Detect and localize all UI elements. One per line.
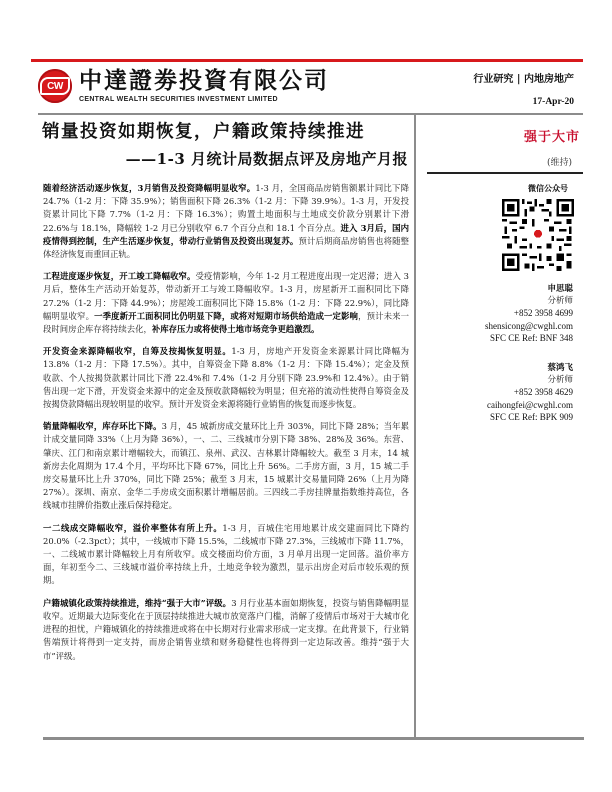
company-name-cn: 中達證劵投資有限公司 bbox=[79, 68, 329, 94]
paragraph-text: 1-3 月，百城住宅用地累计成交建面同比下降约 20.0%（-2.3pct）；其中，一线城市下降 15.5%，二线城市下降 27.3%，三线城市下降 11.7%，一、二线城市累计降幅较上月有所收窄。成交楼面均价方面，3 月单月出现一定回落。溢价率方面，年初至今二、三线城市溢价率持续上升，土地竞争较为激烈，显示出房企对后市较乐观的预期。 bbox=[43, 522, 409, 586]
header-divider bbox=[38, 113, 583, 115]
column-divider bbox=[414, 115, 416, 740]
header-red-rule bbox=[31, 59, 583, 62]
paragraph-text: ，预计未来一段时间房企库存将持续去化， bbox=[43, 310, 410, 335]
report-subtitle: ——1-3 月统计局数据点评及房地产月报 bbox=[125, 150, 408, 168]
company-name-en: CENTRAL WEALTH SECURITIES INVESTMENT LIMITED bbox=[79, 96, 278, 103]
paragraph-text: 1-3 月，房地产开发资金来源累计同比降幅为 13.8%（1-2 月：下降 17.5%）。其中，自筹资金下降 8.8%（1-2 月：下降 15.4%）；定金及预收款、个人按揭贷款累计同比下滑 22.4%和 7.4%（1-2 月分别下降 23.9%和 12.4%）。由于销售出现一定下滑，开发资金来源中的定金及预收款降幅较为明显；但充裕的流动性使得自筹资金及按揭贷款降幅出现较明显的收窄。预计开发资金来源将随行业销售的恢复而逐步恢复。 bbox=[43, 346, 410, 410]
wechat-label: 微信公众号 bbox=[528, 183, 568, 193]
analyst-role: 分析师 bbox=[547, 296, 573, 307]
paragraph-lead: 随着经济活动逐步恢复，3月销售及投资降幅明显收窄。 bbox=[43, 183, 256, 193]
paragraph-text: 3 月，45 城新房成交量环比上升 303%，同比下降 28%；当年累计成交量同降 33%（上月为降 36%），一、二、三线城市分别下降 38%、28%及 36%。东营、肇庆、江门和南京累计增幅较大，而镇江、泉州、武汉、吉林累计降幅较大。截至 3 月末，14 城新房去化周期为 17.4 个月，平均环比下降 67%，同比上升 56%。二手房方面，3 月，15 城二手房交易量环比上升 370%，同比下降 25%；截至 3 月末，15 城累计交易量同降 26%（上月为降 27%）。深圳、南京、金华二手房成交面积累计增幅居前。三四线二手房挂牌量指数维持高位，各线城市挂牌价指数止涨后保持稳定。 bbox=[43, 421, 409, 511]
footer-divider bbox=[43, 737, 584, 740]
paragraph-construction bbox=[43, 270, 409, 336]
analyst-phone: +852 3958 4699 bbox=[513, 308, 573, 319]
paragraph-emphasis: 补库存压力或将使得土地市场竞争更趋激烈。 bbox=[151, 324, 320, 335]
logo-mark: CW bbox=[40, 77, 70, 95]
qr-code-icon bbox=[502, 199, 574, 271]
paragraph-lead: 销量降幅收窄，库存环比下降。 bbox=[43, 421, 162, 432]
paragraph-text: 受疫情影响，今年 1-2 月工程进度出现一定迟滞；进入 3 月后，整体生产活动开始复苏，带动新开工与竣工降幅收窄。1-3 月，房屋新开工面积同比下降 27.2%（1-2 月：下降 44.9%）；房屋竣工面积同比下降 15.8%（1-2 月：下降 22.9%），同比降幅明显收窄。 bbox=[43, 271, 410, 321]
paragraph-sales-investment bbox=[43, 182, 409, 261]
report-title: 销量投资如期恢复，户籍政策持续推进 bbox=[42, 122, 365, 142]
paragraph-emphasis: 一季度新开工面积同比仍明显下降，或将对短期市场供给造成一定影响 bbox=[94, 310, 359, 321]
paragraph-inventory bbox=[43, 420, 409, 512]
analyst-sfc-ref: SFC CE Ref: BNF 348 bbox=[489, 332, 573, 343]
paragraph-text: 1-3 月，全国商品房销售额累计同比下降 24.7%（1-2 月：下降 35.9%）；销售面积下降 26.3%（1-2 月：下降 39.9%）。1-3 月，开发投资累计同比下降 7.7%（1-2 月：下降 16.3%）；购置土地面积与土地成交价款分别累计下滑 22.6%与 18.1%，降幅较 1-2 月已分别收窄 6.7 个百分点和 18.1 个百分点。 bbox=[43, 183, 409, 233]
analyst-email[interactable]: caihongfei@cwghl.com bbox=[486, 399, 573, 410]
paragraph-policy-rating bbox=[43, 597, 409, 663]
paragraph-lead: 一二线成交降幅收窄，溢价率整体有所上升。 bbox=[43, 522, 223, 533]
cw-logo-icon bbox=[38, 69, 72, 103]
analyst-phone: +852 3958 4629 bbox=[513, 387, 573, 398]
analyst-name: 申思聪 bbox=[547, 284, 573, 294]
report-category: 行业研究 | 内地房地产 bbox=[473, 74, 574, 85]
rating-note: (维持) bbox=[546, 158, 572, 168]
analyst-sfc-ref: SFC CE Ref: BPK 909 bbox=[489, 411, 573, 422]
analyst-card bbox=[487, 362, 573, 423]
paragraph-land bbox=[43, 522, 409, 588]
report-body bbox=[43, 182, 409, 672]
paragraph-lead: 开发资金来源降幅收窄，自筹及按揭恢复明显。 bbox=[43, 346, 232, 357]
analyst-role: 分析师 bbox=[547, 375, 573, 386]
analyst-email[interactable]: shensicong@cwghl.com bbox=[484, 320, 573, 331]
analyst-name: 蔡鸿飞 bbox=[547, 363, 573, 373]
paragraph-emphasis: 进入 3月后，国内疫情得到控制，生产生活逐步恢复，带动行业销售及投资出现复苏。 bbox=[43, 222, 409, 246]
paragraph-text: 预计后期商品房销售也将随整体经济恢复而重回正轨。 bbox=[43, 235, 410, 260]
paragraph-text: 3 月行业基本面如期恢复，投资与销售降幅明显收窄。近期最大边际变化在于顶层持续推进大城市放宽落户门槛，消解了疫情后市场对于大城市化进程的担忧，户籍城镇化的持续推进或将在中长期对行业需求形成一定支撑。在此背景下，行业销售端预计将得到一定支持，而房企销售业绩和财务稳健性也将得到一定边际改善。维持“强于大市”评级。 bbox=[43, 597, 409, 661]
report-date: 17-Apr-20 bbox=[532, 97, 574, 107]
sidebar-divider bbox=[427, 172, 583, 174]
company-logo bbox=[38, 68, 329, 104]
paragraph-lead: 户籍城镇化政策持续推进，维持“强于大市”评级。 bbox=[43, 597, 232, 608]
paragraph-lead: 工程进度逐步恢复，开工竣工降幅收窄。 bbox=[43, 271, 196, 282]
analyst-card bbox=[485, 283, 573, 344]
paragraph-funding bbox=[43, 345, 409, 411]
rating-badge: 强于大市 bbox=[523, 130, 580, 145]
